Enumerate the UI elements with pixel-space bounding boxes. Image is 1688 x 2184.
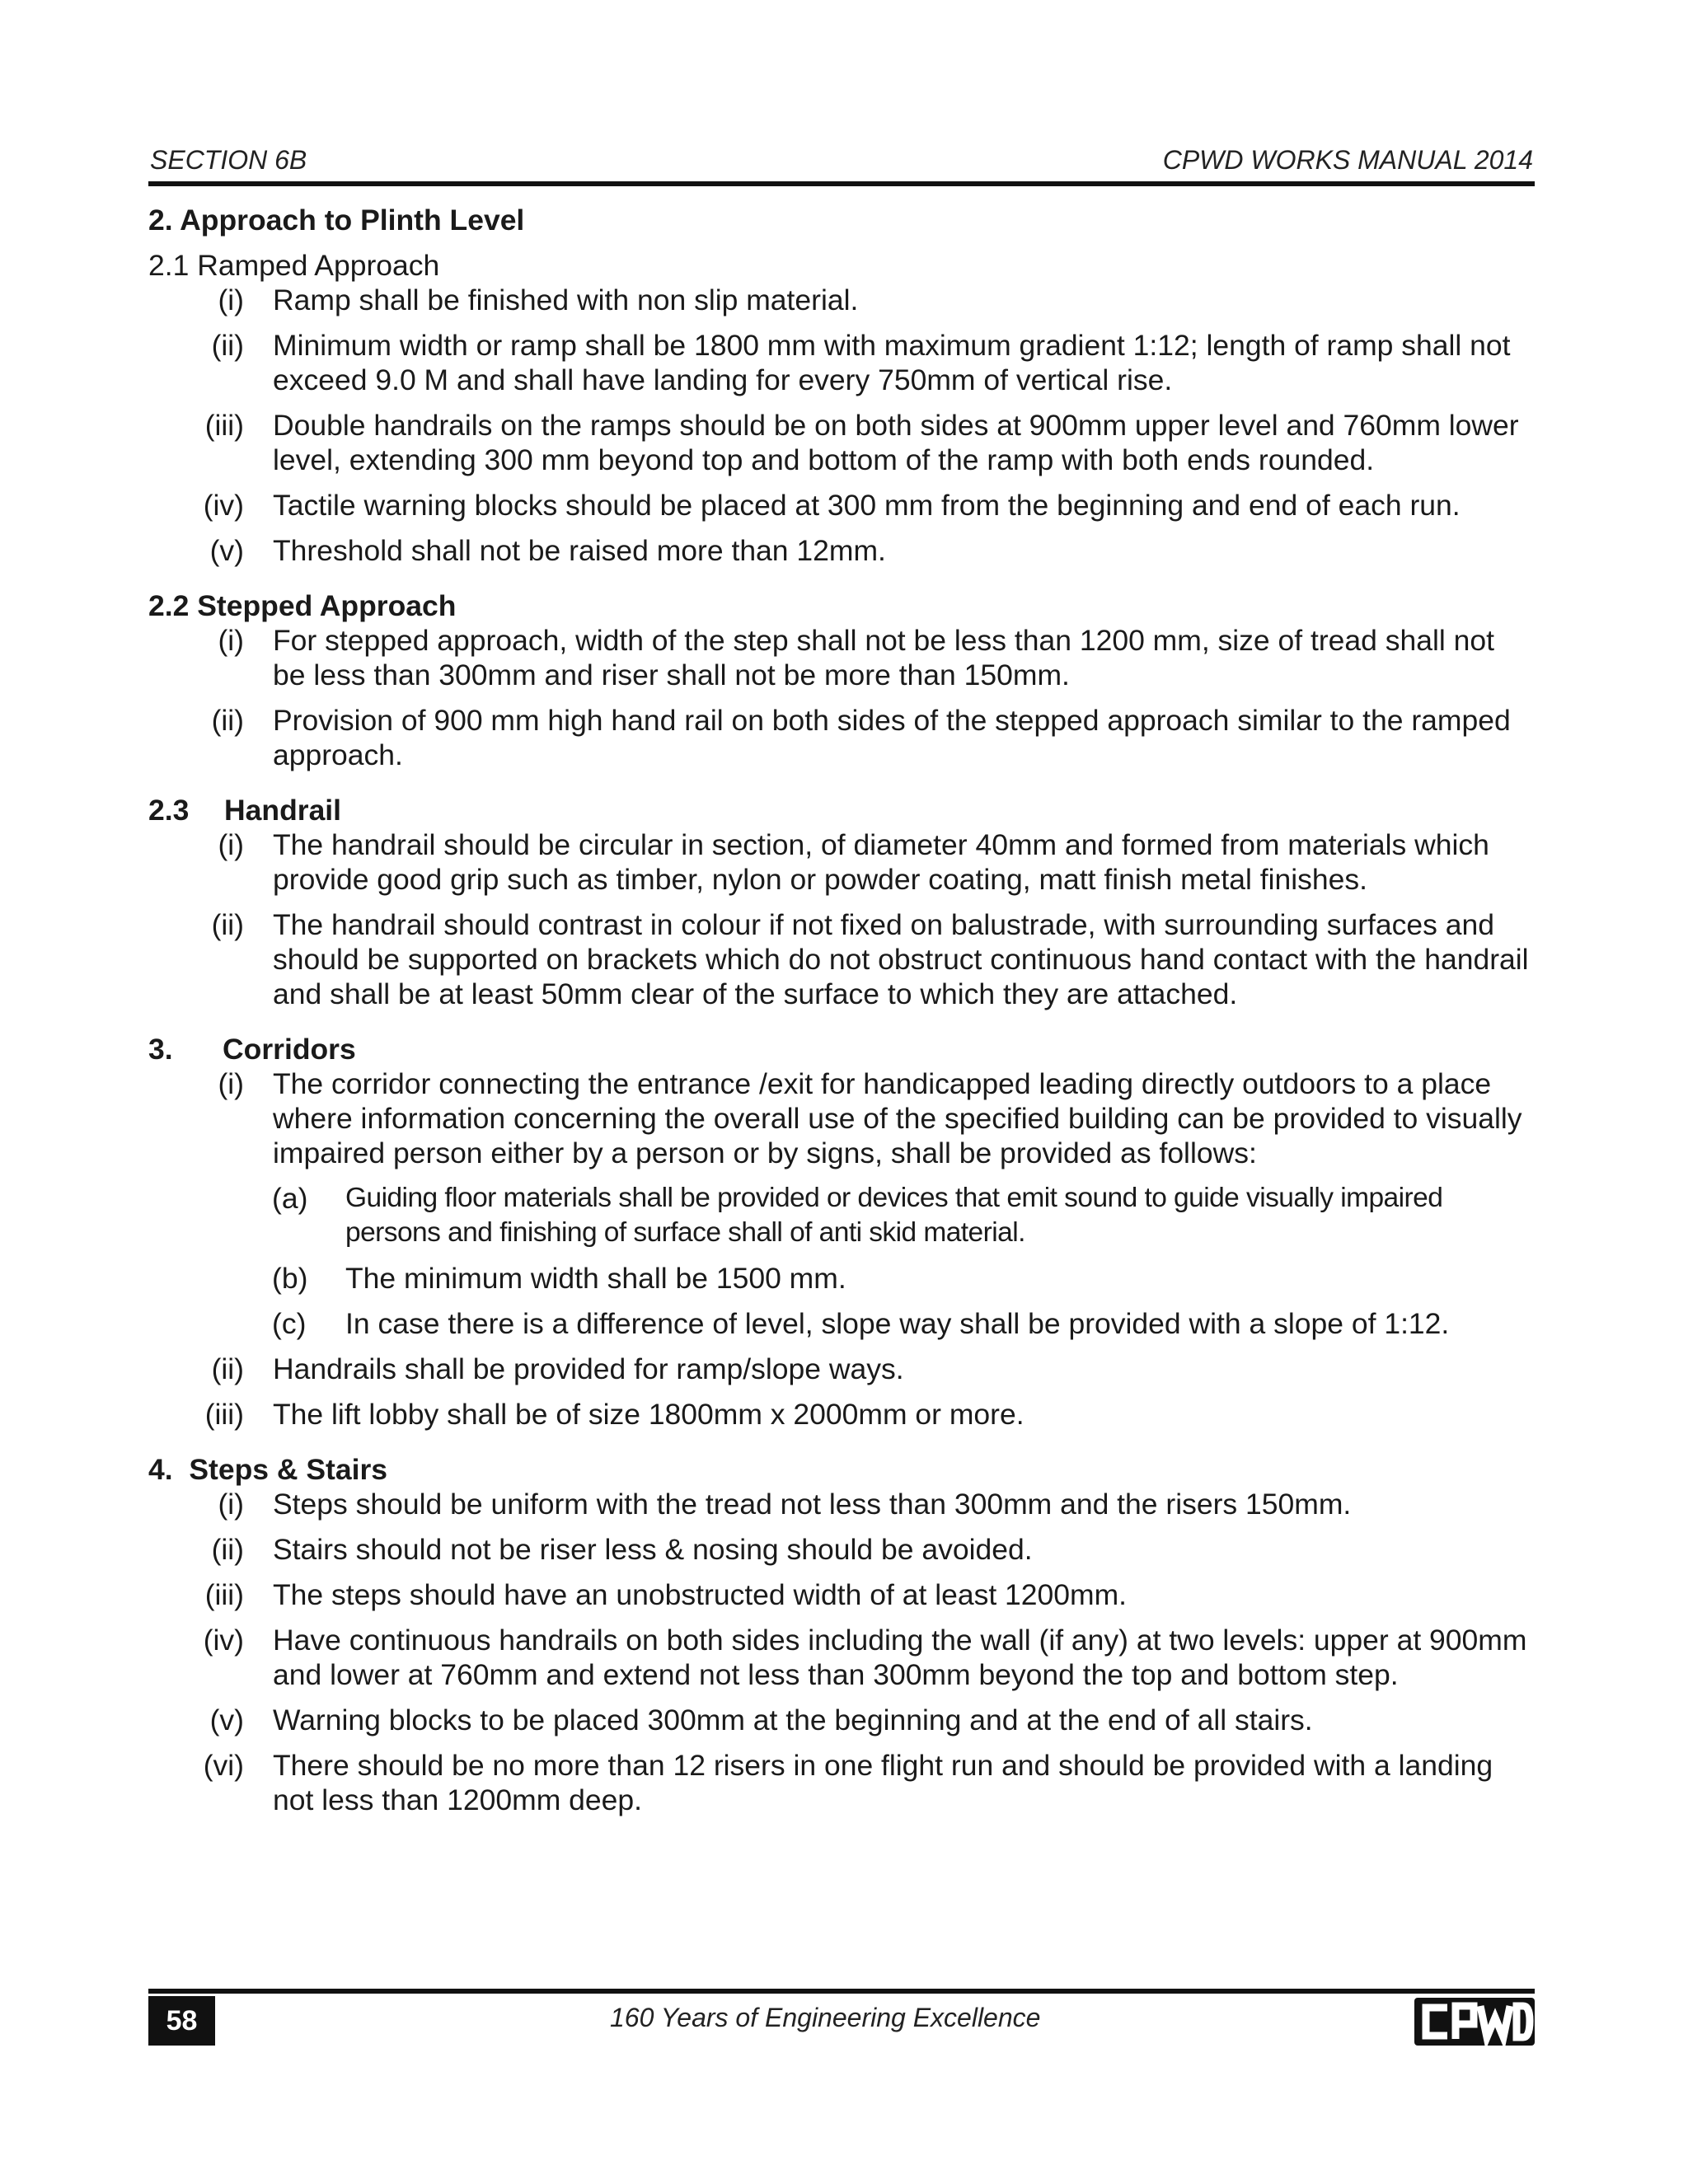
running-header xyxy=(148,145,1535,178)
list-item: (iv) Tactile warning blocks should be placed at 300 mm from the beginning and end of each run. xyxy=(203,489,1461,522)
section-3-heading: 3. Corridors xyxy=(148,1033,356,1066)
list-item: (iii) The steps should have an unobstructed width of at least 1200mm. xyxy=(204,1578,1128,1611)
list-item: (ii) Handrails shall be provided for ramp/slope ways. xyxy=(211,1352,904,1385)
header-rule xyxy=(148,181,1535,186)
section-2-3-heading: 2.3 Handrail xyxy=(148,794,342,827)
list-item: (iii) The lift lobby shall be of size 1800mm x 2000mm or more. xyxy=(204,1398,1025,1431)
list-item: (ii) Provision of 900 mm high hand rail on both sides of the stepped approach similar to the ramped approach. xyxy=(211,704,1511,771)
list-item: (i) The corridor connecting the entrance /exit for handicapped leading directly outdoors to a place where information concerning the overall use of the specified building can be provided to visually impaired person either by a person or by signs, shall be provided as follows: xyxy=(218,1067,1522,1169)
sub-list-item: (c) In case there is a difference of level, slope way shall be provided with a slope of 1:12. xyxy=(272,1307,1450,1340)
list-item: (i) Ramp shall be finished with non slip material. xyxy=(218,284,859,316)
list-item: (ii) Stairs should not be riser less & nosing should be avoided. xyxy=(211,1533,1033,1566)
sub-list-item: (b) The minimum width shall be 1500 mm. xyxy=(272,1262,846,1295)
footer-tagline: 160 Years of Engineering Excellence xyxy=(610,2003,1041,2032)
footer-rule xyxy=(148,1989,1535,1994)
section-2-heading: 2. Approach to Plinth Level xyxy=(148,204,525,237)
section-2-2-heading: 2.2 Stepped Approach xyxy=(148,589,457,622)
section-4-heading: 4. Steps & Stairs xyxy=(148,1453,388,1486)
list-item: (iv) Have continuous handrails on both sides including the wall (if any) at two levels: upper at 900mm and lower at 760mm and extend not less than 300mm beyond the top and bottom step. xyxy=(203,1624,1527,1691)
cpwd-logo-mark xyxy=(1414,1998,1535,2046)
list-item: (ii) The handrail should contrast in colour if not fixed on balustrade, with surrounding surfaces and should be supported on brackets which do not obstruct continuous hand contact with the handrail and shall be at least 50mm clear of the surface to which they are attached. xyxy=(211,908,1529,1010)
cpwd-logo xyxy=(1414,1998,1535,2046)
list-item: (vi) There should be no more than 12 risers in one flight run and should be provided with a landing not less than 1200mm deep. xyxy=(203,1749,1493,1816)
list-item: (v) Threshold shall not be raised more than 12mm. xyxy=(209,534,886,567)
section-2-1-heading: 2.1 Ramped Approach xyxy=(148,249,440,282)
list-item: (ii) Minimum width or ramp shall be 1800 mm with maximum gradient 1:12; length of ramp shall not exceed 9.0 M and shall have landing for every 750mm of vertical rise. xyxy=(211,329,1511,396)
list-item: (v) Warning blocks to be placed 300mm at the beginning and at the end of all stairs. xyxy=(209,1704,1313,1736)
section-label: SECTION 6B xyxy=(150,145,307,175)
manual-title: CPWD WORKS MANUAL 2014 xyxy=(1162,145,1533,175)
page-body xyxy=(148,203,1535,1817)
page-number: 58 xyxy=(148,1996,215,2046)
list-item: (i) Steps should be uniform with the tread not less than 300mm and the risers 150mm. xyxy=(218,1488,1352,1521)
document-page xyxy=(148,0,1535,2184)
sub-list-item: (a) Guiding floor materials shall be provided or devices that emit sound to guide visually impaired persons and finishing of surface shall of anti skid material. xyxy=(272,1182,1443,1248)
list-item: (i) The handrail should be circular in section, of diameter 40mm and formed from materials which provide good grip such as timber, nylon or powder coating, matt finish metal finishes. xyxy=(218,828,1489,896)
list-item: (i) For stepped approach, width of the step shall not be less than 1200 mm, size of tread shall not be less than 300mm and riser shall not be more than 150mm. xyxy=(218,624,1495,691)
list-item: (iii) Double handrails on the ramps should be on both sides at 900mm upper level and 760mm lower level, extending 300 mm beyond top and bottom of the ramp with both ends rounded. xyxy=(204,409,1519,476)
